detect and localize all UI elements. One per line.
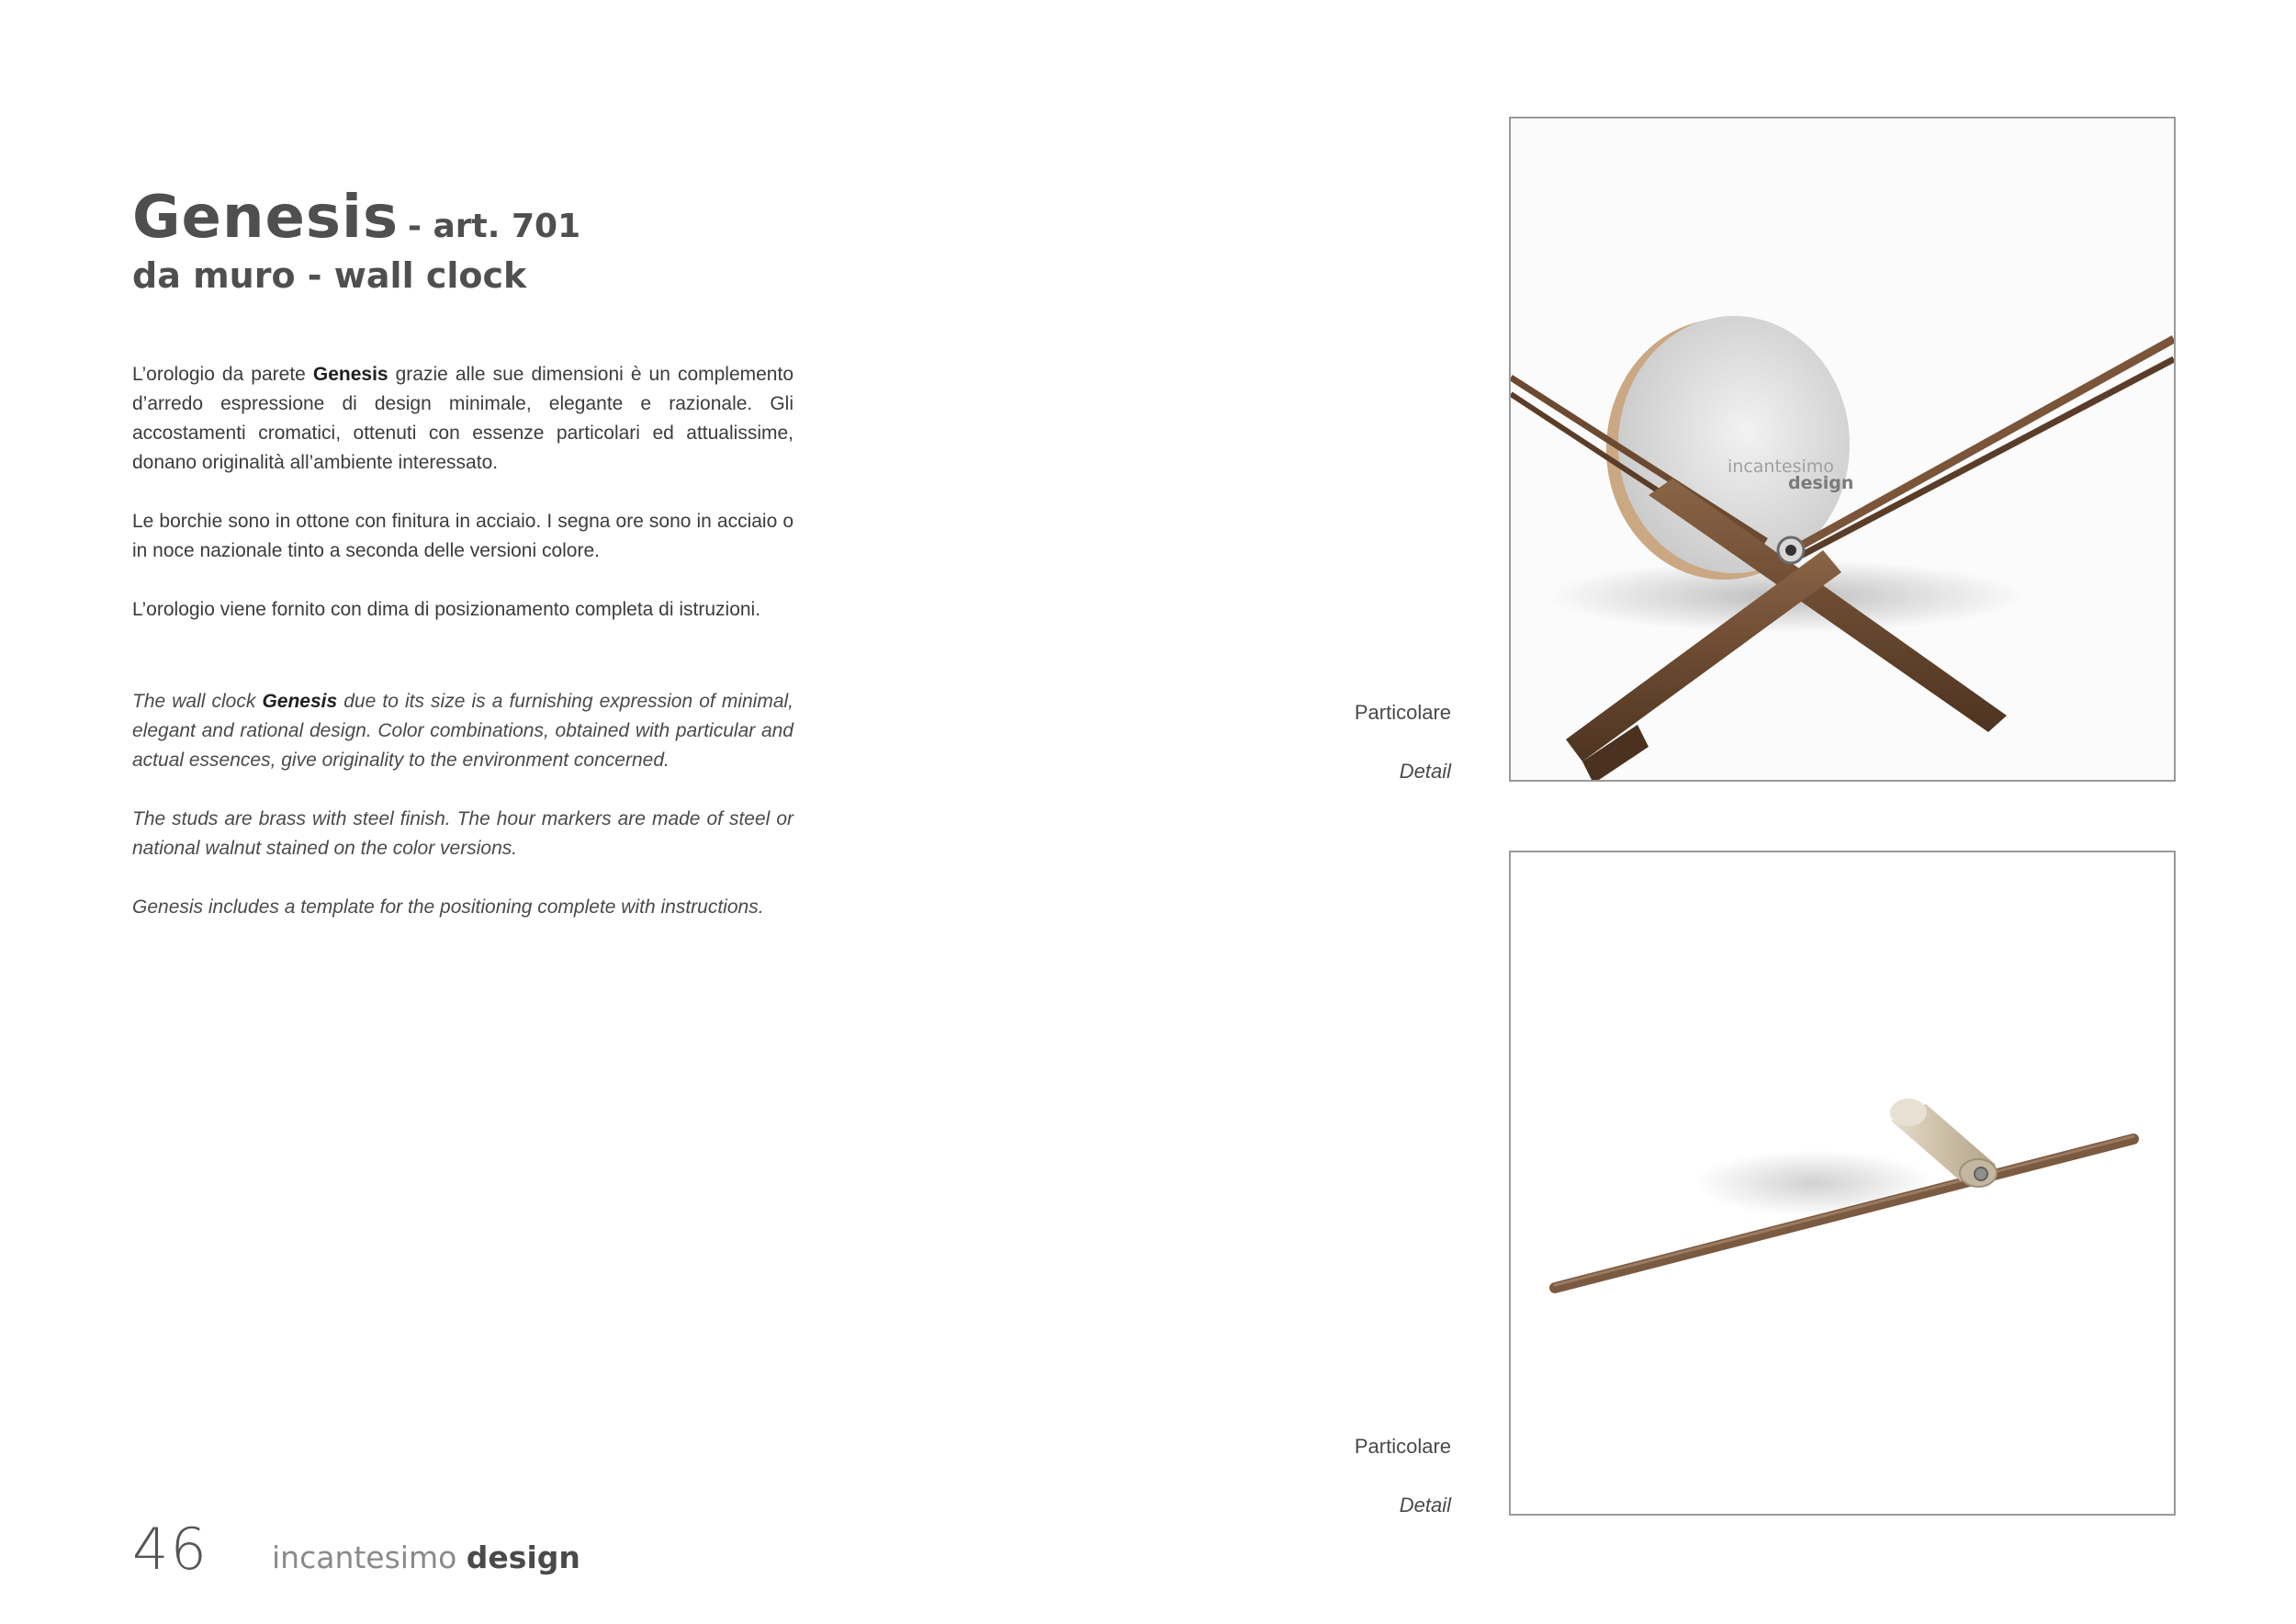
product-title bbox=[132, 184, 580, 252]
title-block bbox=[132, 184, 580, 296]
photo-2-caption-english: Detail bbox=[1399, 1494, 1451, 1517]
italian-paragraph-3: L’orologio viene fornito con dima di posizionamento completa di istruzioni. bbox=[132, 599, 761, 620]
product-name: Genesis bbox=[132, 184, 400, 252]
hour-marker-illustration bbox=[1511, 852, 2174, 1514]
photo-1-caption-italian: Particolare bbox=[1354, 701, 1451, 724]
product-subtitle: da muro - wall clock bbox=[132, 255, 527, 296]
photo-clock-hands-detail bbox=[1509, 117, 2176, 782]
article-number: - art. 701 bbox=[408, 208, 581, 245]
english-paragraph-3: Genesis includes a template for the positioning complete with instructions. bbox=[132, 897, 764, 918]
italian-paragraph-2: Le borchie sono in ottone con finitura in acciaio. I segna ore sono in acciaio o in noce nazionale tinto a seconda delle versioni colore. bbox=[132, 511, 793, 561]
photo-hour-marker-detail bbox=[1509, 851, 2176, 1516]
italian-paragraph-1: L’orologio da parete Genesis grazie alle sue dimensioni è un complemento d’arredo espressione di design minimale, elegante e razionale. Gli accostamenti cromatici, ottenuti con essenze particolari ed attualissime, donano originalità all’ambiente interessato. bbox=[132, 364, 794, 473]
english-description bbox=[132, 687, 793, 922]
photo-1-caption-english: Detail bbox=[1399, 760, 1451, 783]
clock-hands-illustration bbox=[1511, 118, 2174, 780]
english-paragraph-2: The studs are brass with steel finish. The hour markers are made of steel or national walnut stained on the color versions. bbox=[132, 808, 793, 859]
page-number: 46 bbox=[132, 1516, 208, 1583]
footer-brand-logo: incantesimo design bbox=[272, 1539, 580, 1575]
photo-2-caption-italian: Particolare bbox=[1354, 1435, 1451, 1458]
disc-logo: incantesimo design bbox=[1728, 457, 1854, 493]
italian-description bbox=[132, 360, 793, 625]
english-paragraph-1: The wall clock Genesis due to its size is a furnishing expression of minimal, elegant and rational design. Color combinations, obtained with particular and actual essences, give originality to the environment concerned. bbox=[132, 691, 793, 771]
